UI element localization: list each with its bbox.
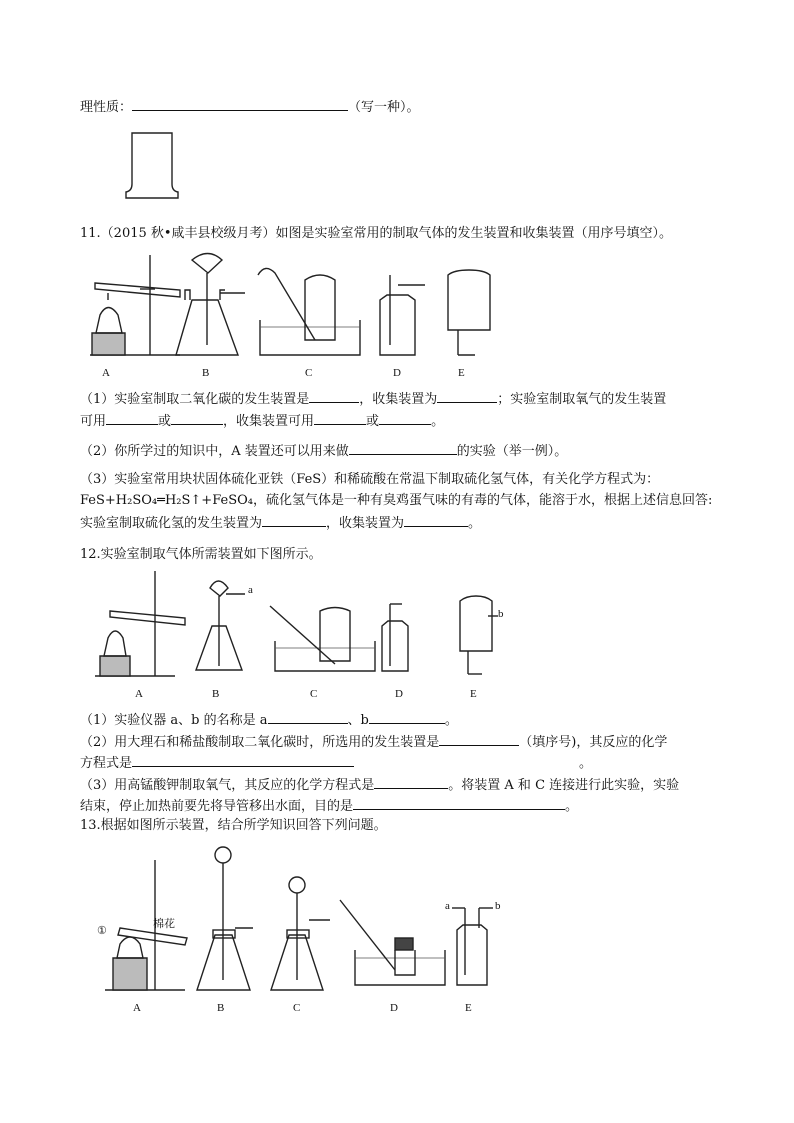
q12-label-e: E — [470, 688, 477, 700]
answer-blank[interactable] — [439, 732, 519, 746]
q12-part1 — [80, 710, 458, 730]
q13-label-b: B — [217, 1002, 225, 1014]
q11-p3-text-c: 实验室制取硫化氢的发生装置为 — [80, 516, 263, 531]
q11-label-a: A — [102, 367, 110, 379]
q12-figure — [90, 566, 504, 706]
q13-mark-1: ① — [97, 925, 107, 937]
q11-p3-text-e: 。 — [468, 516, 482, 531]
answer-blank[interactable] — [262, 513, 326, 527]
q13-label-e: E — [465, 1002, 472, 1014]
q11-p1-text-d: 可用 — [80, 414, 107, 429]
q11-label-d: D — [393, 367, 401, 379]
q11-p1-text-f: ，收集装置可用 — [223, 414, 315, 429]
answer-blank[interactable] — [404, 513, 468, 527]
q13-mark-a: a — [445, 900, 450, 912]
answer-blank[interactable] — [309, 389, 359, 403]
q11-p1-text-a: （1）实验室制取二氧化碳的发生装置是 — [80, 392, 310, 407]
line-top — [80, 97, 420, 117]
q11-p1-text-g: 或 — [366, 414, 380, 429]
q13-stem: 13.根据如图所示装置，结合所学知识回答下列问题。 — [80, 818, 387, 833]
q12-label-b: B — [212, 688, 220, 700]
q11-p2-text-a: （2）你所学过的知识中，A 装置还可以用来做 — [80, 444, 349, 459]
q11-part2 — [80, 441, 567, 461]
q11-stem: 11.（2015 秋•咸丰县校级月考）如图是实验室常用的制取气体的发生装置和收集装置（用序号填空）。 — [80, 226, 673, 241]
answer-blank[interactable] — [132, 97, 348, 111]
q12-part3-line2 — [80, 796, 578, 816]
q11-part3-line1: （3）实验室常用块状固体硫化亚铁（FeS）和稀硫酸在常温下制取硫化氢气体，有关化学方程式为： — [80, 472, 660, 487]
q13-figure — [95, 840, 515, 1020]
q12-p3-text-d: ，目的是 — [301, 799, 354, 814]
q12-mark-b: b — [498, 608, 504, 620]
q12-part2-line2 — [80, 753, 592, 773]
answer-blank[interactable] — [349, 441, 457, 455]
q12-stem: 12.实验室制取气体所需装置如下图所示。 — [80, 547, 322, 562]
q12-label-d: D — [395, 688, 403, 700]
q12-p3-text-b: 。将装置 A 和 C 连接进行此实验，实验 — [448, 778, 680, 793]
q11-p1-text-h: 。 — [431, 414, 445, 429]
q12-p2-text-a: （2）用大理石和稀盐酸制取二氧化碳时，所选用的发生装置是 — [80, 735, 440, 750]
q12-p1-text-b: 、b — [347, 713, 369, 728]
gas-bottle-drawing — [122, 128, 182, 200]
q13-label-a: A — [133, 1002, 141, 1014]
q12-apparatus-drawing — [90, 566, 500, 706]
q12-p2-text-b: （填序号)，其反应的化学 — [519, 735, 668, 750]
answer-blank[interactable] — [379, 411, 431, 425]
q11-part1-line1 — [80, 389, 666, 409]
q11-figure — [80, 245, 510, 385]
q12-p1-text-a: （1）实验仪器 a、b 的名称是 a — [80, 713, 268, 728]
q13-mark-b: b — [495, 900, 501, 912]
q12-p2-text-d: 。 — [579, 756, 593, 771]
q13-label-d: D — [390, 1002, 398, 1014]
q11-apparatus-drawing — [80, 245, 510, 385]
q11-label-b: B — [202, 367, 210, 379]
q12-p3-text-c: 结束，停止加热前要先将导管移出水面 — [80, 799, 302, 814]
answer-blank[interactable] — [353, 796, 565, 810]
q11-p1-text-c: ；实验室制取氧气的发生装置 — [497, 392, 667, 407]
q11-part3-line2: FeS+H₂SO₄═H₂S↑+FeSO₄，硫化氢气体是一种有臭鸡蛋气味的有毒的气体，能溶于水，根据上述信息回答: — [80, 493, 713, 508]
gas-bottle-figure — [122, 128, 182, 200]
q12-p2-text-c: 方程式是 — [80, 756, 133, 771]
answer-blank[interactable] — [374, 775, 448, 789]
answer-blank[interactable] — [369, 710, 445, 724]
q12-label-a: A — [135, 688, 143, 700]
q11-label-e: E — [458, 367, 465, 379]
q11-part1-line2 — [80, 411, 444, 431]
q11-p1-text-e: 或 — [158, 414, 172, 429]
answer-blank[interactable] — [268, 710, 348, 724]
answer-blank[interactable] — [171, 411, 223, 425]
q12-p1-text-c: 。 — [444, 713, 458, 728]
q12-p3-text-e: 。 — [565, 799, 579, 814]
q12-part3-line1 — [80, 775, 679, 795]
answer-blank[interactable] — [106, 411, 158, 425]
line-top-label: 理性质： — [80, 100, 133, 115]
q11-part3-line3 — [80, 513, 481, 533]
q12-p3-text-a: （3）用高锰酸钾制取氧气，其反应的化学方程式是 — [80, 778, 375, 793]
q12-part2-line1 — [80, 732, 667, 752]
q11-p3-text-d: ，收集装置为 — [326, 516, 405, 531]
q11-p1-text-b: ，收集装置为 — [359, 392, 438, 407]
answer-blank[interactable] — [314, 411, 366, 425]
q12-label-c: C — [310, 688, 318, 700]
q13-label-c: C — [293, 1002, 301, 1014]
q11-p2-text-b: 的实验（举一例）。 — [456, 444, 568, 459]
answer-blank[interactable] — [437, 389, 497, 403]
q11-label-c: C — [305, 367, 313, 379]
q13-mark-cotton: 棉花 — [153, 918, 175, 930]
answer-blank[interactable] — [132, 753, 354, 767]
q12-mark-a: a — [248, 584, 253, 596]
line-top-suffix: （写一种）。 — [348, 100, 420, 115]
